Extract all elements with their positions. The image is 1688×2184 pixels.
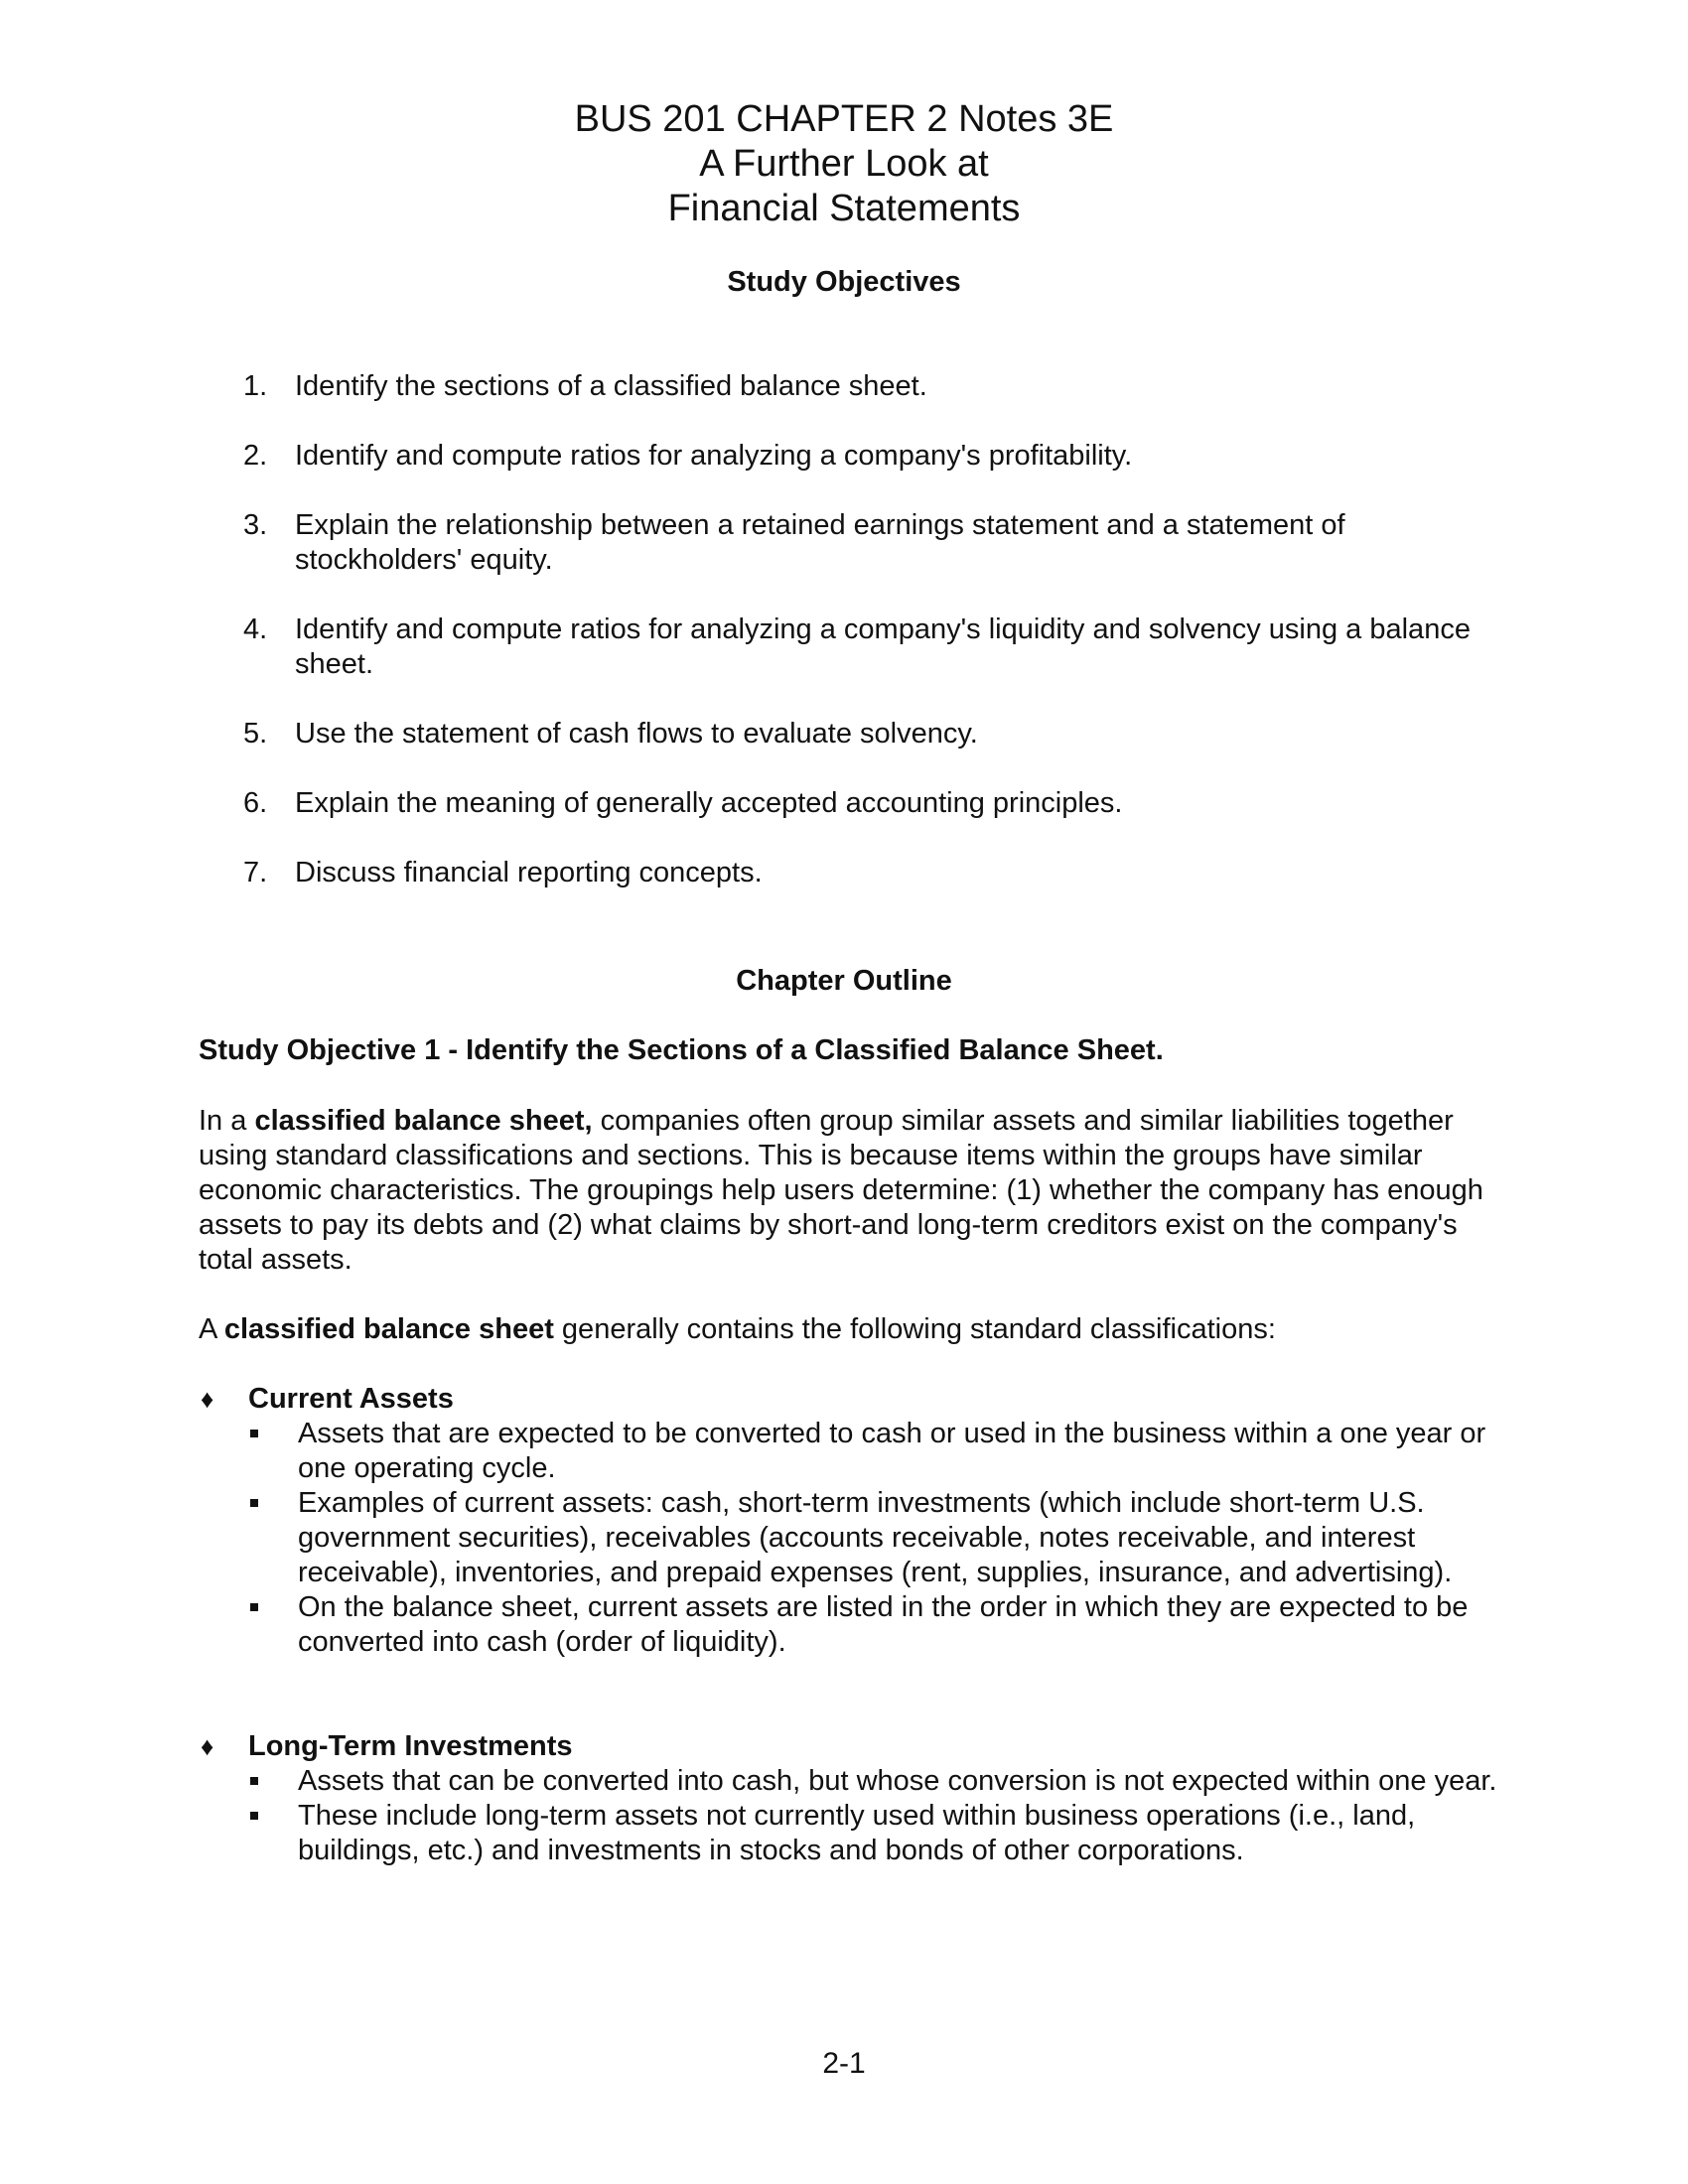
section-title xyxy=(199,1729,1509,1764)
objective-text: Identify and compute ratios for analyzing a company's profitability. xyxy=(295,440,1133,472)
objective-number: 1. xyxy=(243,370,268,402)
objective-item xyxy=(243,439,1494,474)
objective-number: 3. xyxy=(243,509,268,541)
list-item xyxy=(199,1799,1509,1868)
objective-number: 2. xyxy=(243,440,268,472)
current-assets-section xyxy=(199,1382,1509,1660)
list-item xyxy=(199,1486,1509,1590)
long-term-investments-section xyxy=(199,1729,1509,1868)
bullet-text: These include long-term assets not currently used within business operations (i.e., land, buildings, etc.) and investments in stocks and bonds of other corporations. xyxy=(298,1800,1416,1866)
classified-balance-sheet-paragraph xyxy=(199,1104,1509,1278)
current-assets-bullets xyxy=(199,1417,1509,1660)
study-objectives-list xyxy=(243,369,1494,925)
objective-number: 7. xyxy=(243,857,268,888)
long-term-investments-bullets xyxy=(199,1764,1509,1868)
bullet-text: Assets that can be converted into cash, but whose conversion is not expected within one year. xyxy=(298,1765,1497,1797)
study-objectives-heading: Study Objectives xyxy=(727,266,961,298)
bullet-text: Examples of current assets: cash, short-term investments (which include short-term U.S. government securities), receivables (accounts receivable, notes receivable, and interest receivable), inventories, and prepaid expenses (rent, supplies, insurance, and advertising). xyxy=(298,1487,1453,1588)
bullet-text: On the balance sheet, current assets are listed in the order in which they are expected to be converted into cash (order of liquidity). xyxy=(298,1591,1469,1658)
square-bullet-icon xyxy=(250,1430,258,1437)
objective-text: Explain the relationship between a retained earnings statement and a statement of stockholders' equity. xyxy=(295,509,1345,576)
document-subtitle-line1: A Further Look at xyxy=(699,143,989,185)
paragraph-bold-term: classified balance sheet xyxy=(223,1313,554,1345)
objective-text: Use the statement of cash flows to evaluate solvency. xyxy=(295,718,978,750)
objective-item xyxy=(243,613,1494,682)
objective-text: Identify the sections of a classified balance sheet. xyxy=(295,370,927,402)
objective-item xyxy=(243,508,1494,578)
diamond-bullet-icon: ♦ xyxy=(201,1384,214,1414)
paragraph-bold-term: classified balance sheet, xyxy=(254,1105,593,1137)
page-number: 2-1 xyxy=(822,2047,866,2080)
list-item xyxy=(199,1590,1509,1660)
square-bullet-icon xyxy=(250,1499,258,1507)
classifications-intro-paragraph xyxy=(199,1312,1509,1347)
section-title-text: Current Assets xyxy=(248,1383,454,1415)
paragraph-body: generally contains the following standard classifications: xyxy=(553,1313,1276,1345)
objective-text: Identify and compute ratios for analyzing a company's liquidity and solvency using a balance sheet. xyxy=(295,614,1471,680)
objective-number: 5. xyxy=(243,718,268,750)
objective-text: Discuss financial reporting concepts. xyxy=(295,857,763,888)
objective-item xyxy=(243,786,1494,821)
paragraph-body: companies often group similar assets and similar liabilities together using standard classifications and sections. This is because items within the groups have similar economic characteristics. The groupings help users determine: (1) whether the company has enough assets to pay its debts and (2) what claims by short-and long-term creditors exist on the company's total assets. xyxy=(199,1105,1483,1276)
objective-text: Explain the meaning of generally accepted accounting principles. xyxy=(295,787,1123,819)
square-bullet-icon xyxy=(250,1777,258,1785)
list-item xyxy=(199,1764,1509,1799)
diamond-bullet-icon: ♦ xyxy=(201,1731,214,1761)
section-title xyxy=(199,1382,1509,1417)
chapter-outline-heading: Chapter Outline xyxy=(736,965,952,997)
square-bullet-icon xyxy=(250,1812,258,1820)
objective-item xyxy=(243,717,1494,751)
paragraph-prefix: A xyxy=(199,1313,224,1345)
study-objective-1-heading: Study Objective 1 - Identify the Sections of a Classified Balance Sheet. xyxy=(199,1034,1164,1066)
document-title: BUS 201 CHAPTER 2 Notes 3E xyxy=(574,98,1114,140)
document-subtitle-line2: Financial Statements xyxy=(667,188,1021,229)
document-title-block xyxy=(0,97,1688,231)
square-bullet-icon xyxy=(250,1603,258,1611)
objective-number: 6. xyxy=(243,787,268,819)
objective-number: 4. xyxy=(243,614,268,645)
paragraph-prefix: In a xyxy=(199,1105,255,1137)
objective-item xyxy=(243,369,1494,404)
bullet-text: Assets that are expected to be converted to cash or used in the business within a one year or one operating cycle. xyxy=(298,1418,1486,1484)
objective-item xyxy=(243,856,1494,890)
section-title-text: Long-Term Investments xyxy=(248,1730,573,1762)
list-item xyxy=(199,1417,1509,1486)
